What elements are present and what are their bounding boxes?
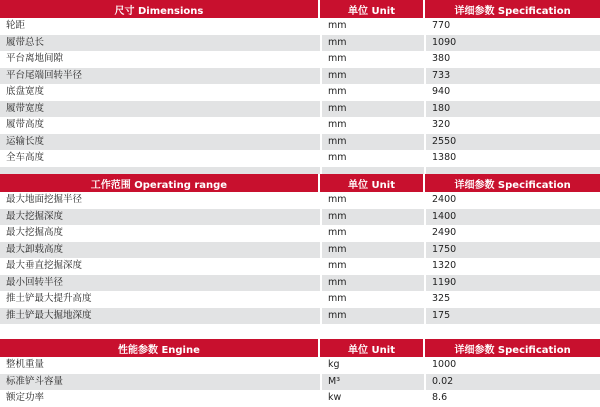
unit-cell: mm bbox=[320, 308, 424, 325]
table-header bbox=[0, 0, 600, 18]
unit-cell: mm bbox=[320, 258, 424, 275]
value-cell: 1380 bbox=[424, 150, 600, 167]
value-cell: 1090 bbox=[424, 35, 600, 52]
parameter-cell: 最大卸载高度 bbox=[0, 242, 320, 259]
parameter-cell: 推土铲最大提升高度 bbox=[0, 291, 320, 308]
table-row bbox=[0, 308, 600, 325]
unit-cell: M³ bbox=[320, 374, 424, 391]
unit-cell: mm bbox=[320, 134, 424, 151]
value-cell: 1000 bbox=[424, 357, 600, 374]
unit-cell: mm bbox=[320, 192, 424, 209]
table-header bbox=[0, 339, 600, 357]
parameter-cell: 履带高度 bbox=[0, 117, 320, 134]
value-cell: 8.6 bbox=[424, 390, 600, 407]
table-row bbox=[0, 35, 600, 52]
parameter-cell: 最大挖掘高度 bbox=[0, 225, 320, 242]
unit-cell: mm bbox=[320, 51, 424, 68]
unit-cell: mm bbox=[320, 150, 424, 167]
table-row bbox=[0, 374, 600, 391]
parameter-cell: 履带总长 bbox=[0, 35, 320, 52]
value-cell: 2400 bbox=[424, 192, 600, 209]
unit-column-header: 单位 Unit bbox=[318, 174, 423, 192]
spec-column-header: 详细参数 Specification bbox=[423, 339, 600, 357]
parameter-cell: 最大挖掘深度 bbox=[0, 209, 320, 226]
table-row bbox=[0, 68, 600, 85]
dimensions-table bbox=[0, 0, 600, 183]
spec-column-header: 详细参数 Specification bbox=[423, 174, 600, 192]
value-cell: 2490 bbox=[424, 225, 600, 242]
parameter-cell: 底盘宽度 bbox=[0, 84, 320, 101]
spec-column-header: 详细参数 Specification bbox=[423, 0, 600, 18]
value-cell: 733 bbox=[424, 68, 600, 85]
value-cell: 175 bbox=[424, 308, 600, 325]
parameter-cell: 推土铲最大掘地深度 bbox=[0, 308, 320, 325]
value-cell: 770 bbox=[424, 18, 600, 35]
parameter-cell: 额定功率 bbox=[0, 390, 320, 407]
table-row bbox=[0, 275, 600, 292]
unit-cell: mm bbox=[320, 68, 424, 85]
parameter-cell: 最大地面挖掘半径 bbox=[0, 192, 320, 209]
operating-range-table bbox=[0, 174, 600, 341]
table-row bbox=[0, 209, 600, 226]
parameter-cell: 整机重量 bbox=[0, 357, 320, 374]
parameter-cell: 平台离地间隙 bbox=[0, 51, 320, 68]
unit-cell: mm bbox=[320, 101, 424, 118]
unit-cell: mm bbox=[320, 209, 424, 226]
section-title: 工作范围 Operating range bbox=[0, 174, 318, 192]
value-cell: 180 bbox=[424, 101, 600, 118]
table-row bbox=[0, 51, 600, 68]
parameter-cell: 最大垂直挖掘深度 bbox=[0, 258, 320, 275]
value-cell: 1320 bbox=[424, 258, 600, 275]
table-row bbox=[0, 225, 600, 242]
section-title: 尺寸 Dimensions bbox=[0, 0, 318, 18]
unit-cell: mm bbox=[320, 242, 424, 259]
section-title: 性能参数 Engine bbox=[0, 339, 318, 357]
parameter-cell: 标准铲斗容量 bbox=[0, 374, 320, 391]
unit-cell: mm bbox=[320, 275, 424, 292]
table-row bbox=[0, 357, 600, 374]
value-cell: 320 bbox=[424, 117, 600, 134]
parameter-cell: 平台尾端回转半径 bbox=[0, 68, 320, 85]
unit-column-header: 单位 Unit bbox=[318, 0, 423, 18]
unit-cell: mm bbox=[320, 35, 424, 52]
unit-cell: kg bbox=[320, 357, 424, 374]
parameter-cell: 运输长度 bbox=[0, 134, 320, 151]
table-header bbox=[0, 174, 600, 192]
table-row bbox=[0, 291, 600, 308]
unit-cell: mm bbox=[320, 117, 424, 134]
unit-cell: mm bbox=[320, 291, 424, 308]
table-row bbox=[0, 150, 600, 167]
parameter-cell: 全车高度 bbox=[0, 150, 320, 167]
value-cell: 940 bbox=[424, 84, 600, 101]
unit-cell: kw bbox=[320, 390, 424, 407]
unit-column-header: 单位 Unit bbox=[318, 339, 423, 357]
unit-cell: mm bbox=[320, 18, 424, 35]
engine-table bbox=[0, 339, 600, 407]
value-cell: 325 bbox=[424, 291, 600, 308]
value-cell: 1190 bbox=[424, 275, 600, 292]
value-cell: 1400 bbox=[424, 209, 600, 226]
unit-cell: mm bbox=[320, 84, 424, 101]
table-row bbox=[0, 134, 600, 151]
value-cell: 380 bbox=[424, 51, 600, 68]
table-row bbox=[0, 18, 600, 35]
table-row bbox=[0, 192, 600, 209]
table-row bbox=[0, 242, 600, 259]
parameter-cell: 履带宽度 bbox=[0, 101, 320, 118]
value-cell: 0.02 bbox=[424, 374, 600, 391]
parameter-cell: 最小回转半径 bbox=[0, 275, 320, 292]
parameter-cell: 轮距 bbox=[0, 18, 320, 35]
table-row bbox=[0, 390, 600, 407]
table-row bbox=[0, 117, 600, 134]
table-row bbox=[0, 101, 600, 118]
value-cell: 1750 bbox=[424, 242, 600, 259]
value-cell: 2550 bbox=[424, 134, 600, 151]
table-row bbox=[0, 84, 600, 101]
unit-cell: mm bbox=[320, 225, 424, 242]
table-row bbox=[0, 258, 600, 275]
